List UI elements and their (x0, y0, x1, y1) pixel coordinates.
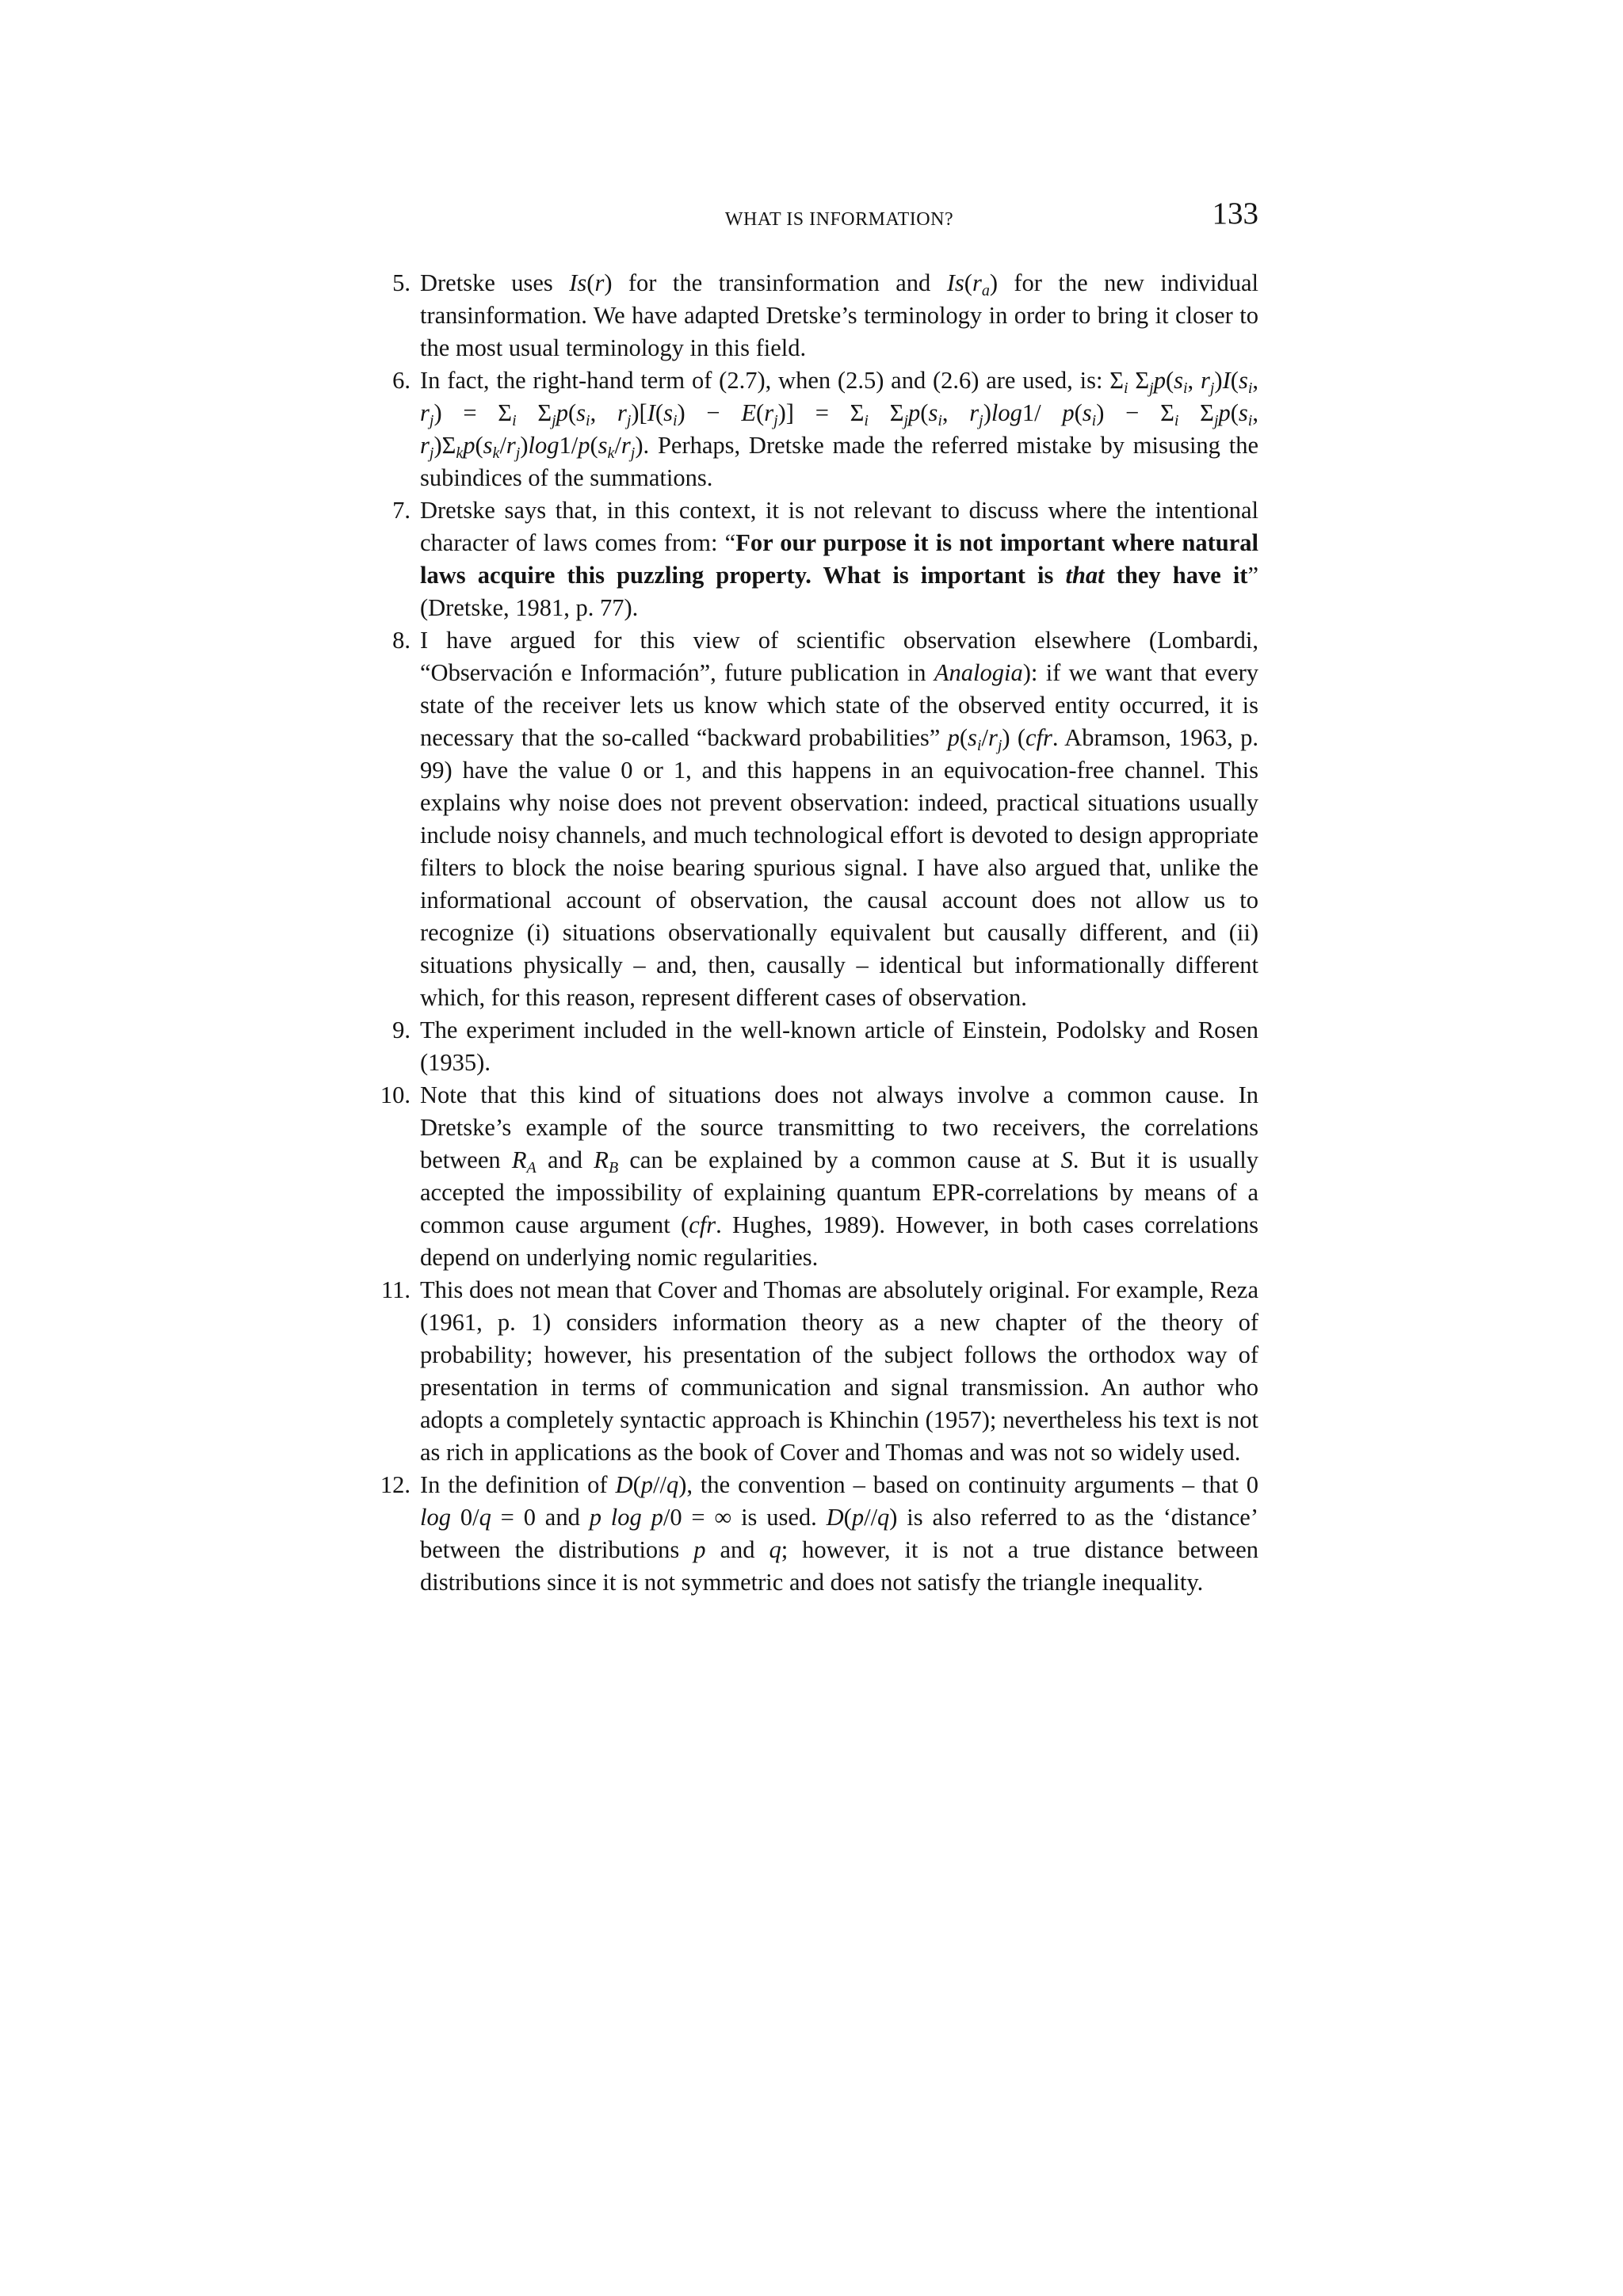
endnote-item (392, 624, 1258, 1014)
endnote-number: 11. (381, 1276, 411, 1303)
endnote-number: 10. (380, 1081, 411, 1108)
endnote-item (392, 494, 1258, 624)
endnote-item (381, 1274, 1258, 1469)
endnote-number: 9. (392, 1016, 411, 1043)
endnote-text: The experiment included in the well-known article of Einstein, Podolsky and Rosen (1935). (420, 1016, 1258, 1076)
page-number: 133 (1212, 196, 1258, 231)
endnote-text: I have argued for this view of scientific observation elsewhere (Lombardi, “Observación e Información”, future publication in Analogia): if we want that every state of the receiver lets us know which state of the observed entity occurred, it is necessary that the so-called “backward probabilities” $p(s_i/r_j)$ (cfr. Abramson, 1963, p. 99) have the value 0 or 1, and this happens in an equivocation-free channel. This explains why noise does not prevent observation: indeed, practical situations usually include noisy channels, and much technological effort is devoted to design appropriate filters to block the noise bearing spurious signal. I have also argued that, unlike the informational account of observation, the causal account does not allow us to recognize (i) situations observationally equivalent but causally different, and (ii) situations physically – and, then, causally – identical but informationally different which, for this reason, represent different cases of observation. (420, 627, 1258, 1011)
endnote-number: 12. (380, 1471, 411, 1498)
endnote-number: 7. (392, 497, 411, 524)
endnote-item (392, 364, 1258, 494)
endnote-text: This does not mean that Cover and Thomas are absolutely original. For example, Reza (1961, p. 1) considers information theory as a new chapter of the theory of probability; however, his presentation of the subject follows the orthodox way of presentation in terms of communication and signal transmission. An author who adopts a completely syntactic approach is Khinchin (1957); nevertheless his text is not as rich in applications as the book of Cover and Thomas and was not so widely used. (420, 1276, 1258, 1466)
endnote-item (392, 1014, 1258, 1079)
endnote-item (380, 1079, 1258, 1274)
endnote-text: Dretske uses Is(r) for the transinformation and $Is(r_a)$ for the new individual transinformation. We have adapted Dretske’s terminology in order to bring it closer to the most usual terminology in this field. (420, 269, 1258, 361)
endnote-number: 5. (392, 269, 411, 296)
running-header (420, 198, 1258, 246)
endnote-text: In the definition of D(p//q), the convention – based on continuity arguments – that 0 log 0/q = 0 and p log p/0 = ∞ is used. D(p//q) is also referred to as the ‘distance’ between the distributions p and q; however, it is not a true distance between distributions since it is not symmetric and does not satisfy the triangle inequality. (420, 1471, 1259, 1596)
endnotes-list (380, 267, 1259, 1599)
endnote-number: 8. (392, 627, 411, 654)
endnote-number: 6. (392, 367, 411, 394)
endnote-item (392, 267, 1258, 364)
running-title: WHAT IS INFORMATION? (724, 209, 954, 230)
endnote-item (380, 1469, 1259, 1599)
endnote-text: In fact, the right-hand term of (2.7), when (2.5) and (2.6) are used, is: $\Sigma_i$ $\Sigma_jp(s_i$, $r_j)I(s_i$, $r_j) = \Sigma_i$ $\Sigma_jp(s_i$, $r_j)[I(s_i) - E(r_j)] = \Sigma_i$ $\Sigma_jp(s_i$, $r_j)\log 1/$ $p(s_i) - \Sigma_i$ $\Sigma_jp(s_i$, $r_j)\Sigma_kp(s_k/r_j)\log 1/p(s_k/r_j)$. Perhaps, Dretske made the referred mistake by misusing the subindices of the summations. (420, 367, 1258, 491)
endnote-text: Note that this kind of situations does not always involve a common cause. In Dretske’s example of the source transmitting to two receivers, the correlations between $R_A$ and $R_B$ can be explained by a common cause at S. But it is usually accepted the impossibility of explaining quantum EPR-correlations by means of a common cause argument (cfr. Hughes, 1989). However, in both cases correlations depend on underlying nomic regularities. (420, 1081, 1258, 1271)
endnote-text: Dretske says that, in this context, it is not relevant to discuss where the intentional character of laws comes from: “For our purpose it is not important where natural laws acquire this puzzling property. What is important is that they have it” (Dretske, 1981, p. 77). (420, 497, 1258, 621)
